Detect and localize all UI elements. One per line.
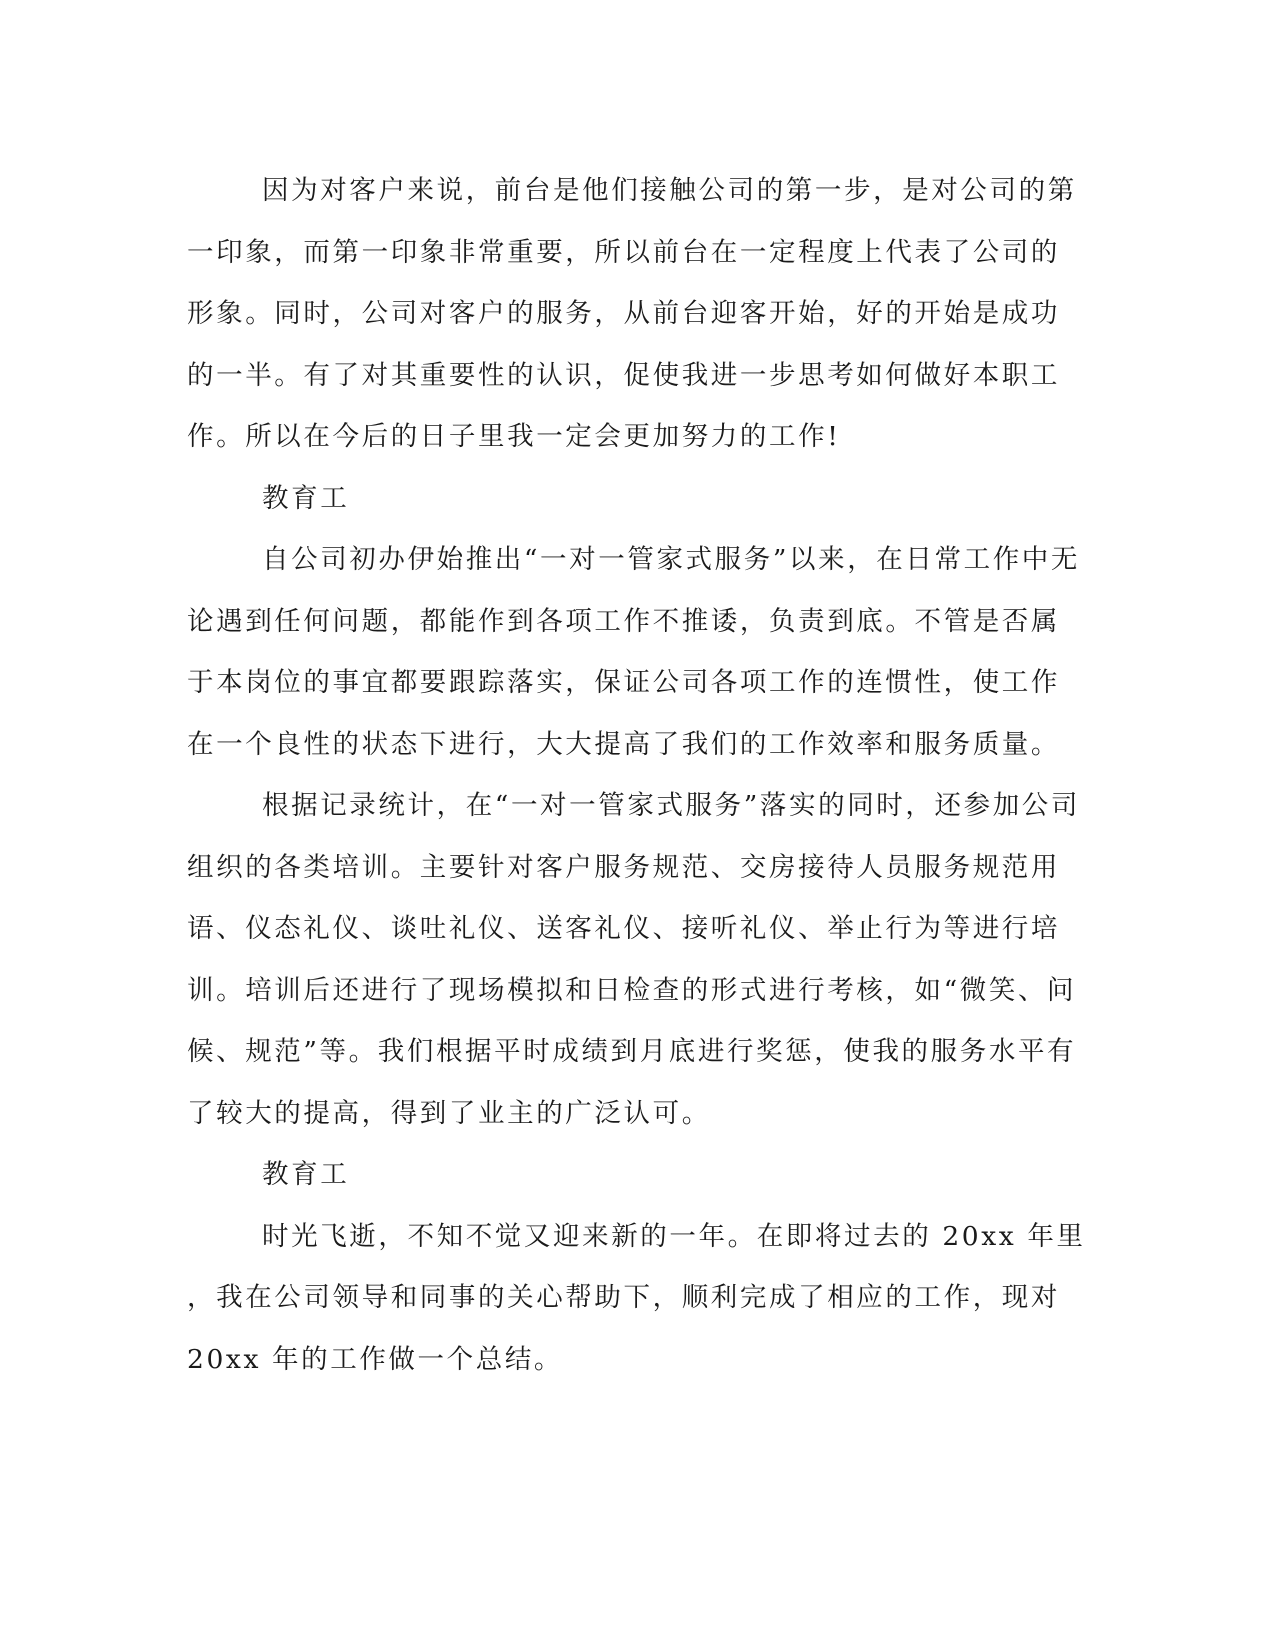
document-body xyxy=(187,160,1086,1390)
text-line: 20xx 年的工作做一个总结。 xyxy=(187,1343,564,1375)
section-heading xyxy=(187,1144,1057,1206)
text-line: 形象。同时，公司对客户的服务，从前台迎客开始，好的开始是成功 xyxy=(187,298,1060,329)
heading-line: 教育工 xyxy=(262,1159,350,1190)
text-line: 候、规范”等。我们根据平时成绩到月底进行奖惩，使我的服务水平有 xyxy=(187,1036,1077,1067)
heading-line: 教育工 xyxy=(262,482,350,514)
text-line: 时光飞逝，不知不觉又迎来新的一年。在即将过去的 20xx 年里 xyxy=(262,1220,1086,1252)
text-line: 语、仪态礼仪、谈吐礼仪、送客礼仪、接听礼仪、举止行为等进行培 xyxy=(187,913,1060,944)
text-line: 训。培训后还进行了现场模拟和日检查的形式进行考核，如“微笑、问 xyxy=(187,974,1077,1006)
paragraph-front-desk xyxy=(187,160,1077,468)
paragraph-training xyxy=(187,775,1080,1144)
paragraph-butler-service xyxy=(187,529,1080,775)
text-line: 在一个良性的状态下进行，大大提高了我们的工作效率和服务质量。 xyxy=(187,728,1060,760)
section-heading xyxy=(187,468,1057,530)
text-line: 的一半。有了对其重要性的认识，促使我进一步思考如何做好本职工 xyxy=(187,359,1060,391)
text-line: 根据记录统计，在“一对一管家式服务”落实的同时，还参加公司 xyxy=(262,790,1080,821)
text-line: 自公司初办伊始推出“一对一管家式服务”以来，在日常工作中无 xyxy=(262,544,1080,575)
text-line: ，我在公司领导和同事的关心帮助下，顺利完成了相应的工作，现对 xyxy=(187,1282,1060,1313)
text-line: 组织的各类培训。主要针对客户服务规范、交房接待人员服务规范用 xyxy=(187,851,1060,883)
text-line: 于本岗位的事宜都要跟踪落实，保证公司各项工作的连惯性，使工作 xyxy=(187,667,1060,698)
text-line: 论遇到任何问题，都能作到各项工作不推诿，负责到底。不管是否属 xyxy=(187,605,1060,637)
text-line: 作。所以在今后的日子里我一定会更加努力的工作! xyxy=(187,421,841,452)
text-line: 一印象，而第一印象非常重要，所以前台在一定程度上代表了公司的 xyxy=(187,236,1060,268)
text-line: 了较大的提高，得到了业主的广泛认可。 xyxy=(187,1097,711,1129)
paragraph-year-summary xyxy=(187,1206,1086,1391)
text-line: 因为对客户来说，前台是他们接触公司的第一步，是对公司的第 xyxy=(262,175,1077,206)
